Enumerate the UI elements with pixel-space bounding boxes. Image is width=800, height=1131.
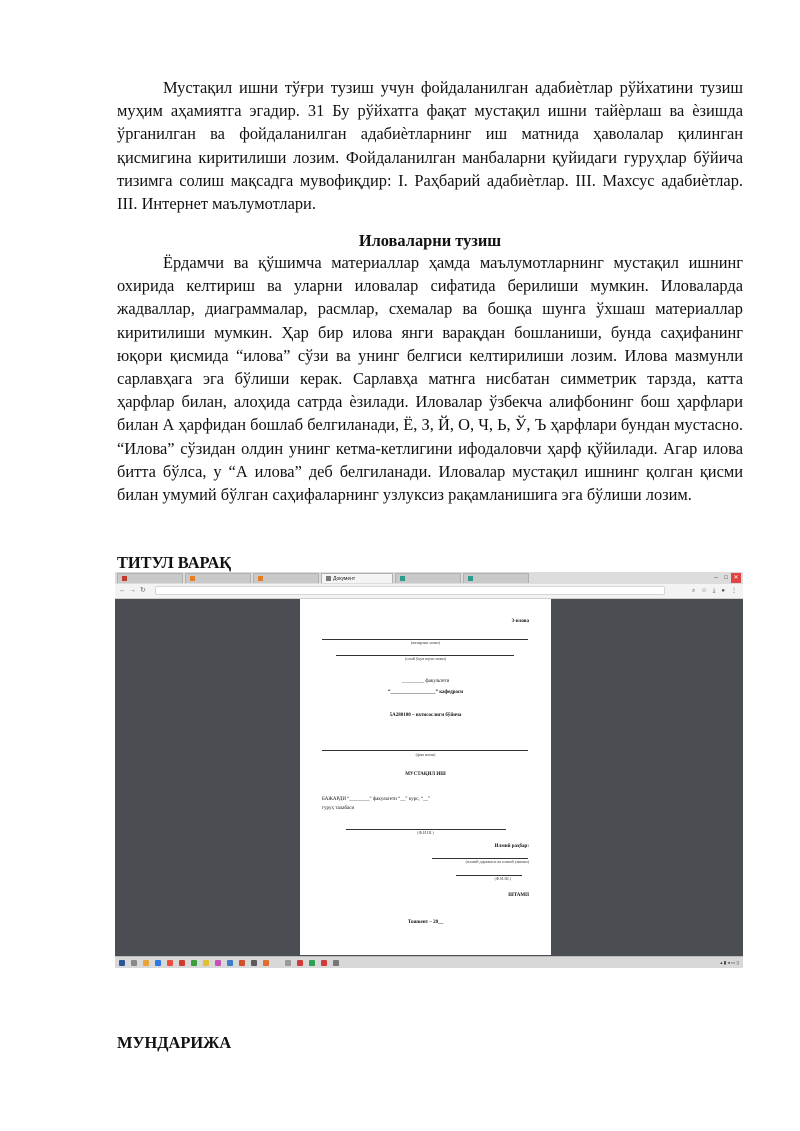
maximize-icon[interactable]: □ xyxy=(724,575,728,581)
title-page-preview xyxy=(300,599,551,955)
browser-tab[interactable] xyxy=(395,573,461,583)
caption: (фан номи) xyxy=(415,752,436,757)
department-line: “__________________” кафедраси xyxy=(387,690,464,695)
app-icon[interactable] xyxy=(239,960,245,966)
specialty-line: 5А280100 – ихтисослиги бўйича xyxy=(389,713,462,718)
app-icon[interactable] xyxy=(227,960,233,966)
title-page-heading: ТИТУЛ ВАРАҚ xyxy=(117,553,232,572)
browser-tab[interactable] xyxy=(463,573,529,583)
caption: (илмий даражаси ва илмий унвони) xyxy=(465,859,529,864)
app-icon[interactable] xyxy=(179,960,185,966)
url-field[interactable] xyxy=(155,586,665,595)
document-title: МУСТАҚИЛ ИШ xyxy=(405,772,446,777)
done-by-line: БАЖАРДИ “________” факультети “__” курс, “__” xyxy=(322,797,431,802)
app-icon[interactable] xyxy=(321,960,327,966)
toolbar-icons xyxy=(686,586,737,596)
address-bar xyxy=(115,584,743,599)
app-icon[interactable] xyxy=(203,960,209,966)
caption: (вазирлик номи) xyxy=(410,640,441,645)
done-by-line: гуруҳ талабаси xyxy=(322,806,355,811)
intro-paragraph xyxy=(117,76,743,215)
caption: (Ф.И.Ш.) xyxy=(417,830,434,835)
app-icon[interactable] xyxy=(297,960,303,966)
line xyxy=(322,750,528,751)
appendix-heading: Иловаларни тузиш xyxy=(358,231,502,250)
minimize-icon[interactable]: – xyxy=(714,575,718,581)
intro-text: Мустақил ишни тўғри тузиш учун фойдаланилган адабиѐтлар рўйхатини тузиш муҳим аҳамиятга эгадир. 31 Бу рўйхатга фақат мустақил ишни тайѐрлаш ва ѐзишда ўрганилган ва фойдаланилган адабиѐтларнинг иш матнида ҳаволалар қилинган қисмигина киритилиши лозим. Фойдаланилган манбаларни қуйидаги гуруҳлар бўйича тизимга солиш мақсадга мувофиқдир: I. Раҳбарий адабиѐтлар. III. Махсус адабиѐтлар. III. Интернет маълумотлари. xyxy=(117,78,743,214)
app-icon[interactable] xyxy=(131,960,137,966)
embedded-screenshot xyxy=(115,572,743,968)
forward-icon[interactable]: → xyxy=(129,587,136,594)
browser-tab-active[interactable]: Документ xyxy=(321,573,393,583)
app-icon[interactable] xyxy=(309,960,315,966)
back-icon[interactable]: ← xyxy=(119,587,126,594)
menu-icon[interactable]: ⋮ xyxy=(731,588,737,594)
browser-tab[interactable] xyxy=(117,573,183,583)
app-icon[interactable] xyxy=(167,960,173,966)
start-icon[interactable] xyxy=(119,960,125,966)
extension-icon[interactable]: ● xyxy=(721,588,725,594)
zoom-icon[interactable]: ⌕ xyxy=(691,588,696,594)
appendix-text: Ёрдамчи ва қўшимча материаллар ҳамда маълумотларнинг мустақил ишнинг охирида келтириш ва уларни иловалар сифатида берилиши мумкин. Иловаларда жадваллар, диаграммалар, расмлар, схемалар ва бошқа шунга ўхшаш материаллар киритилиши мумкин. Ҳар бир илова янги варақдан бошланиши, бунда саҳифанинг юқори қисмида “илова” сўзи ва унинг белгиси келтирилиши лозим. Илова мазмунли сарлавҳага эга бўлиши керак. Сарлавҳа матнга нисбатан симметрик тарзда, катта ҳарфлар билан, алоҳида сатрда ѐзилади. Иловалар ўзбекча алифбонинг бош ҳарфлари билан А ҳарфидан бошлаб белгиланади, Ё, З, Й, О, Ч, Ь, Ў, Ъ ҳарфлари бундан мустасно. “Илова” сўзидан олдин унинг кетма-кетлигини ифодаловчи ҳарф қўйилади. Агар илова битта бўлса, у “А илова” деб белгиланади. Иловалар мустақил ишнинг қолган қисми билан умумий бўлган саҳифаларнинг узлуксиз рақамланишига эга бўлиши лозим. xyxy=(117,253,743,505)
appendix-label: 3-илова xyxy=(511,619,529,624)
browser-tab-bar xyxy=(115,572,743,584)
stamp-label: ШТАМП xyxy=(508,893,529,898)
caption: (олий ўқув юрти номи) xyxy=(404,656,447,661)
star-icon[interactable]: ☆ xyxy=(701,588,707,594)
app-icon[interactable] xyxy=(285,960,291,966)
browser-tab[interactable] xyxy=(253,573,319,583)
reload-icon[interactable]: ↻ xyxy=(140,587,146,594)
window-controls xyxy=(711,573,741,583)
close-icon[interactable]: ✕ xyxy=(731,573,741,583)
download-icon[interactable]: ⤓ xyxy=(712,588,716,594)
caption: (Ф.И.Ш.) xyxy=(494,876,511,881)
supervisor-label: Илмий раҳбар: xyxy=(494,844,529,849)
faculty-line: _________ факультети xyxy=(401,679,450,684)
line xyxy=(456,875,522,876)
system-tray: ▴ ▮ ◂ ▭ ▯ xyxy=(720,960,739,965)
app-icon[interactable] xyxy=(263,960,269,966)
os-taskbar xyxy=(115,956,743,968)
pdf-viewer[interactable] xyxy=(115,599,743,956)
contents-heading: МУНДАРИЖА xyxy=(117,1033,232,1052)
browser-tab[interactable] xyxy=(185,573,251,583)
appendix-paragraph xyxy=(117,251,743,506)
app-icon[interactable] xyxy=(333,960,339,966)
app-icon[interactable] xyxy=(251,960,257,966)
app-icon[interactable] xyxy=(143,960,149,966)
app-icon[interactable] xyxy=(155,960,161,966)
city-year: Тошкент – 20__ xyxy=(407,920,444,925)
app-icon[interactable] xyxy=(215,960,221,966)
app-icon[interactable] xyxy=(191,960,197,966)
